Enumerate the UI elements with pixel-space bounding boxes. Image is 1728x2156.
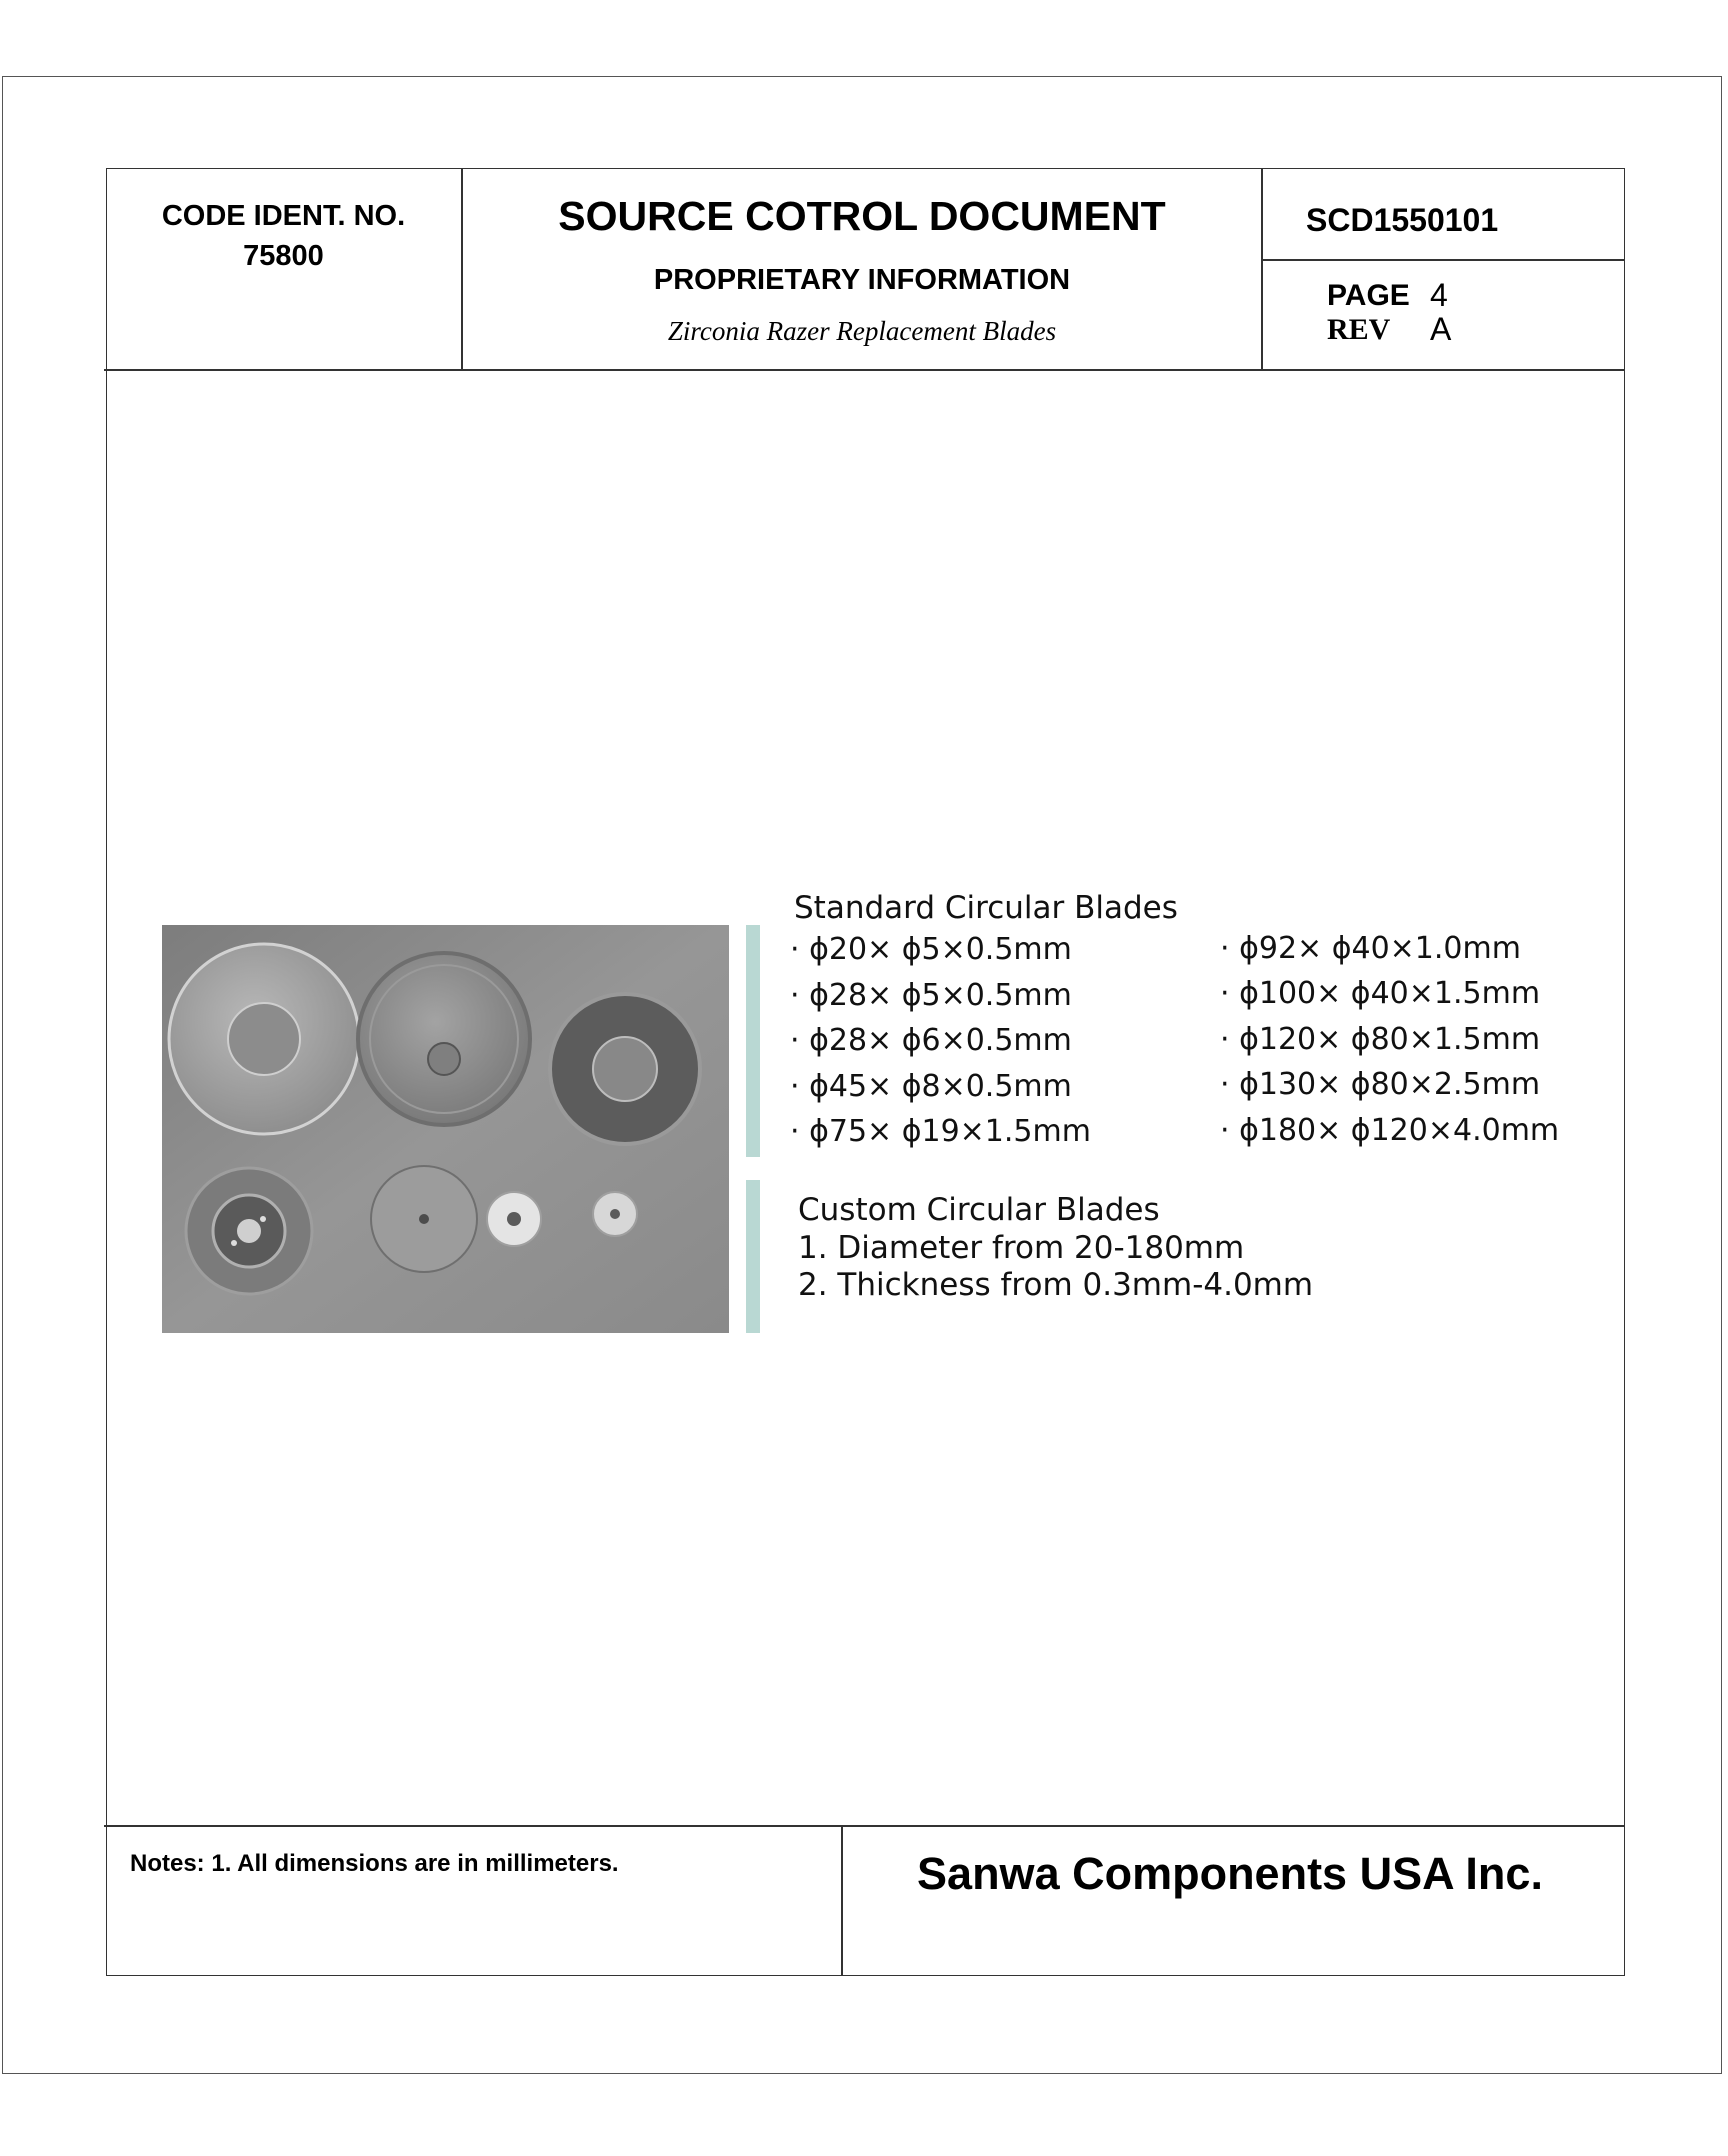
spec-item: · ϕ20× ϕ5×0.5mm [790,932,1072,967]
spec-item: · ϕ28× ϕ5×0.5mm [790,978,1072,1013]
spec-item: · ϕ45× ϕ8×0.5mm [790,1069,1072,1104]
rev-value: A [1430,311,1452,347]
custom-accent-bar [746,1180,760,1333]
custom-blades-heading: Custom Circular Blades [798,1192,1160,1228]
header-right-split [1261,259,1625,261]
rev-label: REV [1327,313,1391,346]
standard-accent-bar [746,925,760,1157]
code-ident-label: CODE IDENT. NO. [161,200,406,232]
spec-item: · ϕ75× ϕ19×1.5mm [790,1114,1091,1149]
footer-top-rule [104,1825,1625,1827]
spec-item: · ϕ28× ϕ6×0.5mm [790,1023,1072,1058]
page-number: 4 [1430,277,1448,313]
custom-item: 2. Thickness from 0.3mm-4.0mm [798,1267,1314,1303]
document-title: SOURCE COTROL DOCUMENT [558,193,1166,239]
document-number: SCD1550101 [1306,202,1499,238]
spec-item: · ϕ92× ϕ40×1.0mm [1220,931,1521,966]
code-ident-number: 75800 [243,240,324,272]
document-description: Zirconia Razer Replacement Blades [667,316,1057,346]
company-name: Sanwa Components USA Inc. [917,1848,1543,1899]
page-label: PAGE [1327,279,1410,312]
spec-item: · ϕ120× ϕ80×1.5mm [1220,1022,1541,1057]
blades-photo [162,925,729,1333]
notes-text: Notes: 1. All dimensions are in millimeters. [130,1850,619,1877]
standard-blades-heading: Standard Circular Blades [794,890,1178,926]
spec-item: · ϕ130× ϕ80×2.5mm [1220,1067,1541,1102]
spec-item: · ϕ180× ϕ120×4.0mm [1220,1113,1560,1148]
custom-item: 1. Diameter from 20-180mm [798,1230,1245,1266]
document-subtitle: PROPRIETARY INFORMATION [653,264,1071,296]
spec-item: · ϕ100× ϕ40×1.5mm [1220,976,1541,1011]
header-bottom-rule [104,369,1625,371]
